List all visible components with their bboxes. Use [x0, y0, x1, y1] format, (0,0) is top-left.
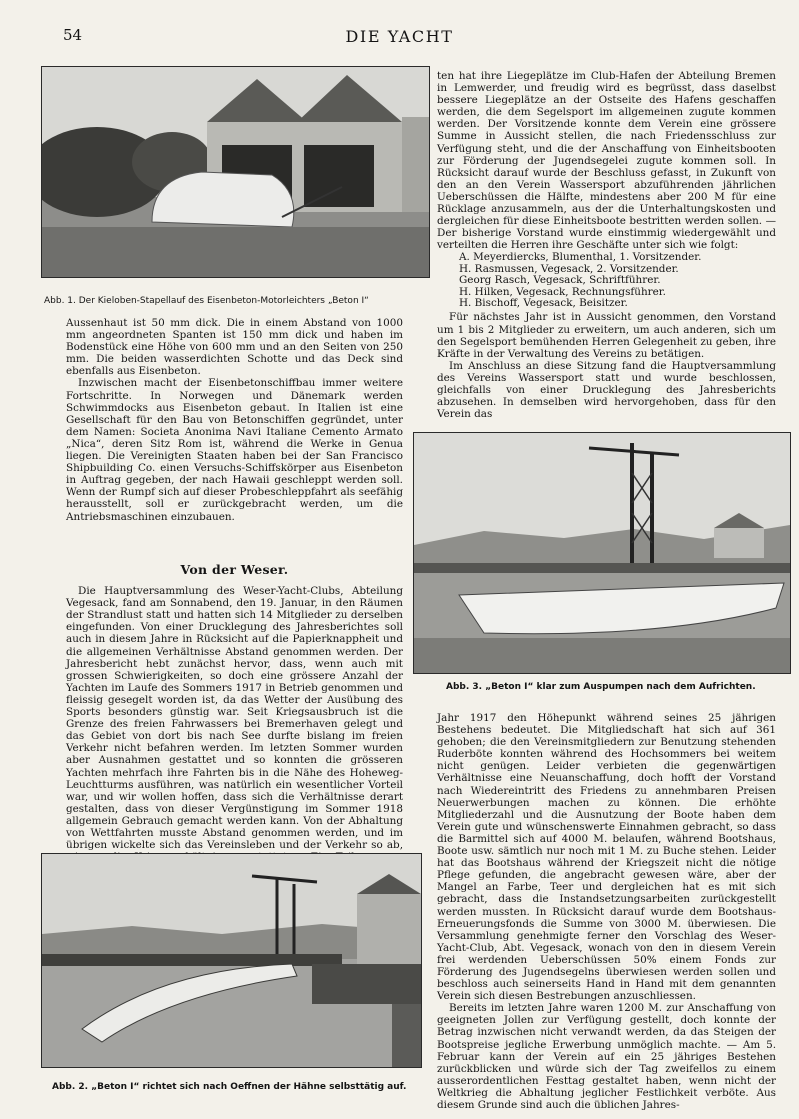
- list-item: H. Hilken, Vegesack, Rechnungsführer.: [459, 285, 666, 298]
- figure-2-photo: [41, 853, 422, 1068]
- paragraph: Im Anschluss an diese Sitzung fand die Hauptversammlung des Vereins Wassersport statt und wurde beschlossen, gleichfalls von einer Drucklegung des Jahresberichts abzusehen. In demselben wird hervorgehoben, dass für den Verein das: [437, 359, 776, 421]
- running-title: DIE YACHT: [345, 27, 454, 46]
- list-item: Georg Rasch, Vegesack, Schriftführer.: [459, 274, 661, 287]
- paragraph: Die Hauptversammlung des Weser-Yacht-Clubs, Abteilung Vegesack, fand am Sonnabend, den 19. Januar, in den Räumen der Strandlust statt und hatten sich 14 Mitglieder zu derselben eingefunden. Von einer Drucklegung des Jahresberichtes soll auch in diesem Jahre in Rücksicht auf die Papierknappheit und die allgemeinen Verhältnisse Abstand genommen werden. Der Jahresbericht hebt zunächst hervor, dass, wenn auch mit grossen Schwierigkeiten, so doch eine grössere Anzahl der Yachten im Laufe des Sommers 1917 in Betrieb genommen und fleissig gesegelt worden ist, da das Wetter der Ausübung des Sports besonders günstig war. Seit Kriegsausbruch ist die Grenze des freien Fahrwassers bei Bremerhaven gelegt und das Gebiet von dort bis nach See durfte bislang im freien Verkehr nicht befahren werden. Im letzten Sommer wurden aber Ausnahmen gestattet und so konnten die grösseren Yachten mehrfach ihre Fahrten bis in die Nähe des Hoheweg-Leuchtturms ausführen, was natürlich ein wesentlicher Vorteil war, und wir wollen hoffen, dass sich die Verhältnisse derart gestalten, dass von dieser Vergünstigung im Sommer 1918 allgemein Gebrauch gemacht werden kann. Von der Abhaltung von Wettfahrten musste Abstand genommen werden, und im übrigen wickelte sich das Vereinsleben und der Verkehr so ab,: [66, 585, 403, 852]
- right-column-bottom: [437, 712, 776, 1111]
- figure-2-caption: Abb. 2. „Beton I“ richtet sich nach Oeffnen der Hähne selbsttätig auf.: [52, 1082, 407, 1092]
- figure-1-caption: Abb. 1. Der Kieloben-Stapellauf des Eisenbeton-Motorleichters „Beton I“: [44, 296, 369, 306]
- right-column-top: [437, 70, 776, 420]
- paragraph: Inzwischen macht der Eisenbetonschiffbau immer weitere Fortschritte. In Norwegen und Dänemark werden Schwimmdocks aus Eisenbeton gebaut. In Italien ist eine Gesellschaft für den Bau von Betonschiffen gegründet, unter dem Namen: Societa Anonima Navi Italiane Cemento Armato „Nica“, deren Sitz Rom ist, während die Werke in Genua liegen. Die Vereinigten Staaten haben bei der San Francisco Shipbuilding Co. einen Versuchs-Schiffskörper aus Eisenbeton in Auftrag gegeben, der nach Hawaii geschleppt werden soll. Wenn der Rumpf sich auf dieser Probeschleppfahrt als seefähig herausstellt, soll er zurückgebracht werden, um die Antriebsmaschinen einzubauen.: [66, 377, 403, 523]
- officer-list: [437, 252, 776, 309]
- list-item: A. Meyerdiercks, Blumenthal, 1. Vorsitzender.: [459, 251, 702, 264]
- paragraph: Bereits im letzten Jahre waren 1200 M. zur Anschaffung von geeigneten Jollen zur Verfügung gestellt, doch konnte der Betrag inzwischen nicht verwandt werden, da das Steigen der Bootspreise jegliche Erwerbung unmöglich machte. — Am 5. Februar kann der Verein auf ein 25 jähriges Bestehen zurückblicken und würde sich der Tag zweifellos zu einem ausserordentlichen Festtag gestaltet haben, wenn nicht der Weltkrieg die Abhaltung jeglicher Festlichkeit verböte. Aus diesem Grunde sind auch die üblichen Jahres-: [437, 1002, 776, 1111]
- page-number: 54: [63, 26, 83, 44]
- left-column-section: [66, 564, 403, 875]
- figure-1-photo: [41, 66, 430, 278]
- paragraph: Jahr 1917 den Höhepunkt während seines 25 jährigen Bestehens bedeutet. Die Mitgliedschaft hat sich auf 361 gehoben; die den Vereinsmitgliedern zur Benutzung stehenden Ruderböte konnten während des Hochsommers bei weitem nicht genügen. Leider verbieten die gegenwärtigen Verhältnisse eine Neuanschaffung, doch hofft der Vorstand nach Wiedereintritt des Friedens zu annehmbaren Preisen Neuerwerbungen machen zu können. Die erhöhte Mitgliederzahl und die Ausnutzung der Boote haben dem Verein gute und wünschenswerte Einnahmen gebracht, so dass die Barmittel sich auf 4000 M. belaufen, während Bootshaus, Boote usw. sämtlich nur noch mit 1 M. zu Buche stehen. Leider hat das Bootshaus während der Kriegszeit nicht die nötige Pflege gefunden, die angebracht gewesen wäre, aber der Mangel an Farbe, Teer und dergleichen hat es mit sich gebracht, dass die Instandsetzungsarbeiten zurückgestellt werden mussten. In Rücksicht darauf wurde dem Bootshaus-Erneuerungsfonds die Summe von 3000 M. überwiesen. Die Versammlung genehmigte ferner den Vorschlag des Weser-Yacht-Club, Abt. Vegesack, wonach von den in diesem Verein frei werdenden Ueberschüssen 50% einem Fonds zur Förderung des Jugendsegelns überwiesen werden sollen und beschloss auch seinerseits Hand in Hand mit dem genannten Verein sich diesen Bestrebungen anzuschliessen.: [437, 712, 776, 1003]
- figure-3-photo: [413, 432, 791, 674]
- figure-3-caption: Abb. 3. „Beton I“ klar zum Auspumpen nach dem Aufrichten.: [446, 682, 756, 692]
- paragraph: Für nächstes Jahr ist in Aussicht genommen, den Vorstand um 1 bis 2 Mitglieder zu erweitern, um auch anderen, sich um den Segelsport bemühenden Herren Gelegenheit zu geben, ihre Kräfte in der Verwaltung des Vereins zu betätigen.: [437, 311, 776, 360]
- left-column-top: [66, 317, 403, 523]
- list-item: H. Bischoff, Vegesack, Beisitzer.: [459, 297, 628, 310]
- section-title: Von der Weser.: [180, 562, 289, 577]
- paragraph: ten hat ihre Liegeplätze im Club-Hafen der Abteilung Bremen in Lemwerder, und freudig wird es begrüsst, dass daselbst bessere Liegeplätze an der Ostseite des Hafens geschaffen werden, die dem Segelsport im allgemeinen zugute kommen werden. Der Vorsitzende konnte dem Verein eine grössere Summe in Aussicht stellen, die nach Friedensschluss zur Verfügung steht, und die der Anschaffung von Einheitsbooten zur Förderung der Jugendsegelei zugute kommen soll. In Rücksicht darauf wurde der Beschluss gefasst, in Zukunft von den an den Verein Wassersport abzuführenden jährlichen Ueberschüssen die Hälfte, mindestens aber 200 M für eine Rücklage anzusammeln, aus der die Unterhaltungskosten und dergleichen für diese Einheitsboote bestritten werden sollen. — Der bisherige Vorstand wurde einstimmig wiedergewählt und verteilten die Herren ihre Geschäfte unter sich wie folgt:: [437, 70, 776, 252]
- paragraph: Aussenhaut ist 50 mm dick. Die in einem Abstand von 1000 mm angeordneten Spanten ist 150 mm dick und haben im Bodenstück eine Höhe von 600 mm und an den Seiten von 250 mm. Die beiden wasserdichten Schotte und das Deck sind ebenfalls aus Eisenbeton.: [66, 317, 403, 378]
- list-item: H. Rasmussen, Vegesack, 2. Vorsitzender.: [459, 262, 679, 275]
